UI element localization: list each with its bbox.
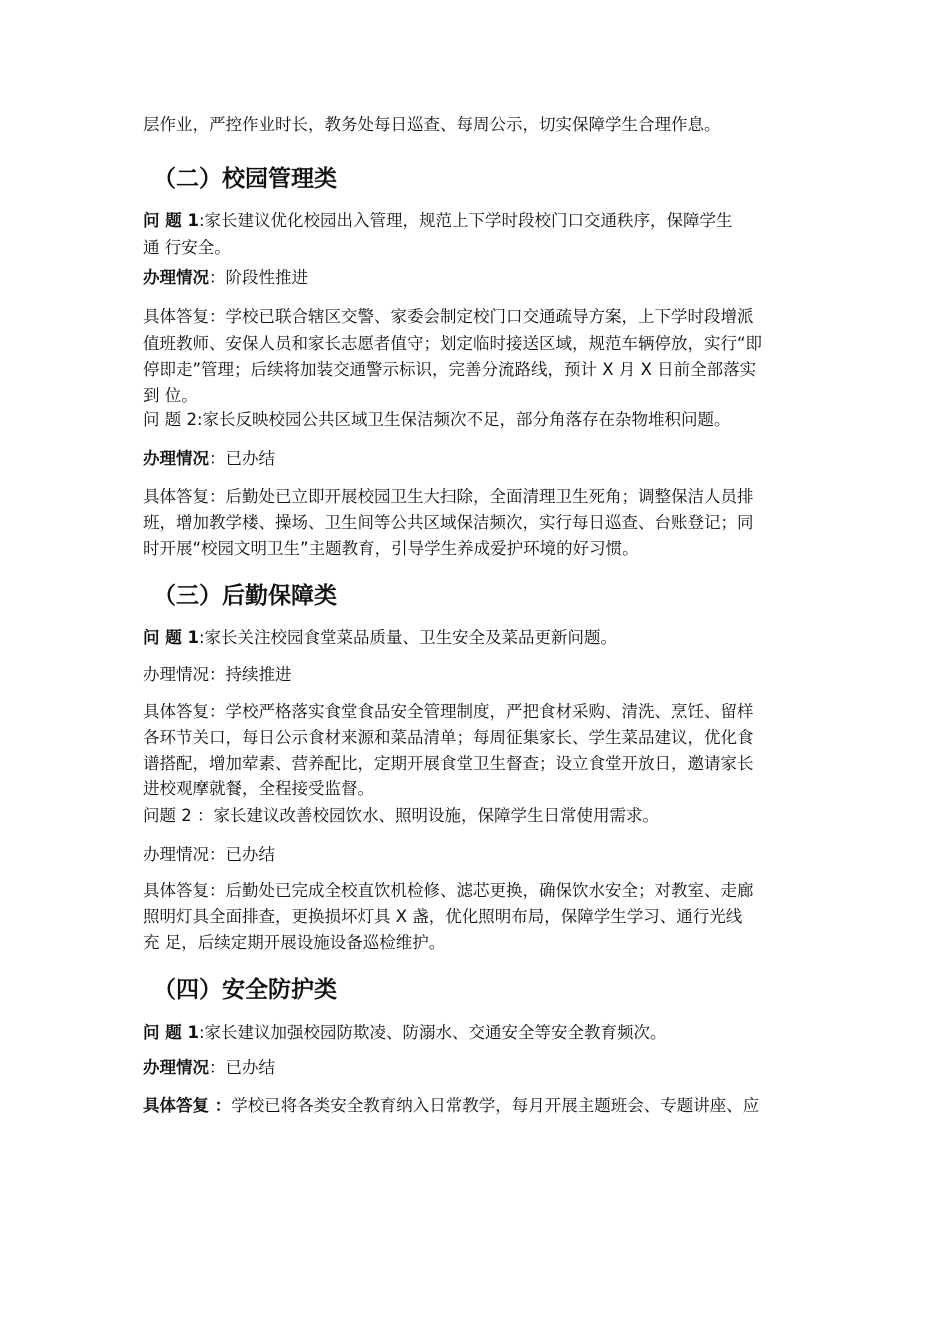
status-line: 办理情况：持续推进 (143, 665, 292, 684)
question-label: 问 题 1 (143, 211, 199, 230)
question-2 (143, 408, 823, 432)
question-label: 问 题 2 (143, 410, 197, 429)
answer-line: 具体答复：后勤处已完成全校直饮机检修、滤芯更换，确保饮水安全；对教室、走廊 (143, 881, 754, 900)
answer-text: 学校已将各类安全教育纳入日常教学，每月开展主题班会、专题讲座、应 (231, 1096, 760, 1115)
answer-line: 具体答复：后勤处已立即开展校园卫生大扫除，全面清理卫生死角；调整保洁人员排 (143, 487, 754, 506)
section-heading-campus-management: （二）校园管理类 (153, 166, 337, 192)
answer-line: 具体答复：学校已联合辖区交警、家委会制定校门口交通疏导方案，上下学时段增派 (143, 307, 754, 326)
answer-line: 各环节关口，每日公示食材来源和菜品清单；每周征集家长、学生菜品建议，优化食 (143, 728, 754, 747)
answer-line: 具体答复：学校严格落实食堂食品安全管理制度，严把食材采购、清洗、烹饪、留样 (143, 702, 754, 721)
answer-line: 充 足，后续定期开展设施设备巡检维护。 (143, 933, 446, 952)
question-text: :家长建议优化校园出入管理，规范上下学时段校门口交通秩序，保障学生 (198, 211, 733, 230)
question-text: :家长建议加强校园防欺凌、防溺水、交通安全等安全教育频次。 (198, 1023, 667, 1042)
status-value: ：阶段性推进 (209, 268, 308, 287)
question-text: :家长关注校园食堂菜品质量、卫生安全及菜品更新问题。 (198, 628, 618, 647)
answer-line: 值班教师、安保人员和家长志愿者值守；划定临时接送区域，规范车辆停放，实行“即 (143, 334, 763, 353)
answer-line: 到 位。 (143, 386, 198, 405)
section-heading-safety: （四）安全防护类 (153, 977, 337, 1003)
status-line (143, 447, 823, 471)
intro-line: 层作业，严控作业时长，教务处每日巡查、每周公示，切实保障学生合理作息。 (143, 115, 721, 134)
answer-line: 班，增加教学楼、操场、卫生间等公共区域保洁频次，实行每日巡查、台账登记；同 (143, 513, 754, 532)
question-1-line2: 通 行安全。 (143, 238, 231, 257)
question-2: 问题 2 ：家长建议改善校园饮水、照明设施，保障学生日常使用需求。 (143, 806, 659, 825)
answer-line (143, 1094, 823, 1118)
status-value: ：已办结 (209, 449, 275, 468)
answer-label: 具体答复 ： (143, 1096, 232, 1115)
answer-line: 停即走”管理；后续将加装交通警示标识，完善分流路线，预计 X 月 X 日前全部落实 (143, 360, 757, 379)
question-1 (143, 209, 823, 233)
question-label: 问 题 1 (143, 1023, 199, 1042)
question-1 (143, 1021, 823, 1045)
status-label: 办理情况 (143, 449, 209, 468)
question-text: :家长反映校园公共区域卫生保洁频次不足，部分角落存在杂物堆积问题。 (197, 410, 731, 429)
question-label: 问 题 1 (143, 628, 199, 647)
status-label: 办理情况 (143, 268, 209, 287)
status-label: 办理情况 (143, 1058, 209, 1077)
status-line (143, 1056, 823, 1080)
answer-line: 进校观摩就餐，全程接受监督。 (143, 779, 374, 798)
answer-line: 谱搭配，增加荤素、营养配比，定期开展食堂卫生督查；设立食堂开放日，邀请家长 (143, 754, 754, 773)
status-value: ：已办结 (209, 1058, 275, 1077)
status-line: 办理情况：已办结 (143, 845, 275, 864)
status-line (143, 266, 823, 290)
answer-line: 时开展“校园文明卫生”主题教育，引导学生养成爱护环境的好习惯。 (143, 539, 639, 558)
section-heading-logistics: （三）后勤保障类 (153, 583, 337, 609)
answer-line: 照明灯具全面排查，更换损坏灯具 X 盏，优化照明布局，保障学生学习、通行光线 (143, 907, 743, 926)
question-1 (143, 626, 823, 650)
